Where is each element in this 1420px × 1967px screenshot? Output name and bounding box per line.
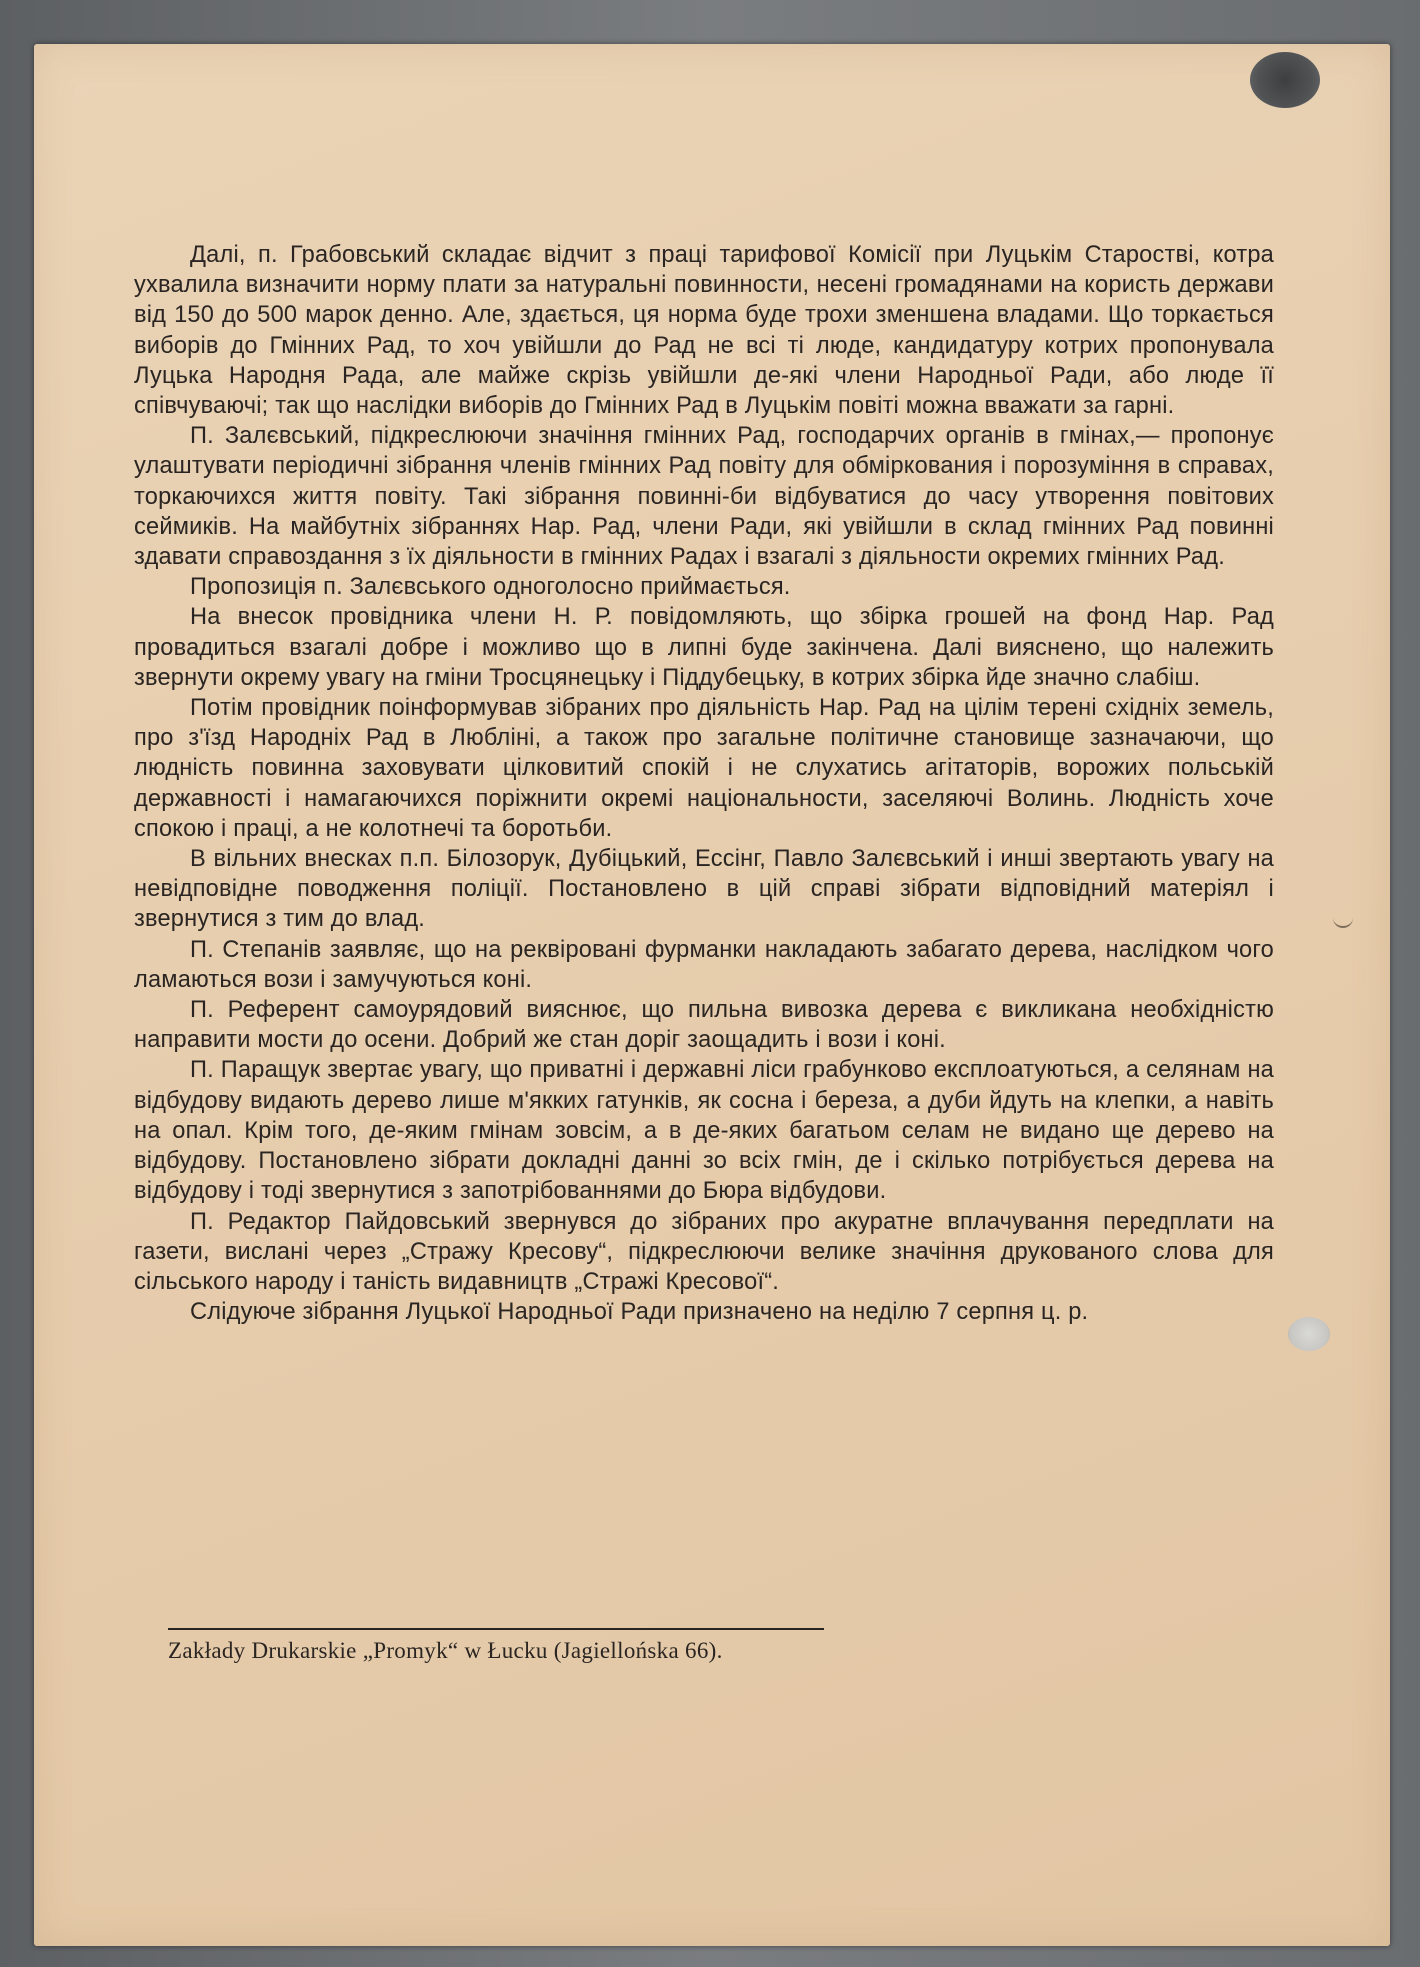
paragraph: Пропозиція п. Залєвського одноголосно приймається. xyxy=(190,574,791,601)
paragraph: В вільних внесках п.п. Білозорук, Дубіцький, Ессінг, Павло Залєвський і инші звертають увагу на невідповідне поводження поліції. Постановлено в цій справі зібрати відповідний матеріял і звернутися з тим до влад. xyxy=(134,846,1274,933)
paragraph: На внесок провідника члени Н. Р. повідомляють, що збірка грошей на фонд Нар. Рад провадиться взагалі добре і можливо що в липні буде закінчена. Далі вияснено, що належить звернути окрему увагу на гміни Тросцянецьку і Піддубецьку, в котрих збірка йде значно слабіш. xyxy=(134,604,1274,691)
punch-hole-top xyxy=(1250,52,1320,108)
paragraph: П. Залєвський, підкреслюючи значіння гмінних Рад, господарчих органів в гмінах,— пропонує улаштувати періодичні зібрання членів гмінних Рад повіту для обміркования і порозуміння в справах, торкаючихся життя повіту. Такі зібрання повинні-би відбуватися до часу утворення повітових сеймиків. На майбутніх зібраннях Нар. Рад, члени Ради, які увійшли в склад гмінних Рад повинні здавати справоздання з їх діяльности в гмінних Радах і взагалі з діяльности окремих гмінних Рад. xyxy=(134,423,1274,571)
paragraph: Далі, п. Грабовський складає відчит з праці тарифової Комісії при Луцькім Старостві, котра ухвалила визначити норму плати за натуральні повинности, несені громадянами на користь держави від 150 до 500 марок денно. Але, здається, ця норма буде трохи зменшена владами. Що торкається виборів до Гмінних Рад, то хоч увійшли до Рад не всі ті люде, кандидатуру котрих пропонувала Луцька Народня Рада, але майже скрізь увійшли де-які члени Народньої Ради, або люде її співчуваючі; так що наслідки виборів до Гмінних Рад в Луцькім повіті можна вважати за гарні. xyxy=(134,242,1274,420)
document-body xyxy=(134,240,1274,1327)
footer-rule xyxy=(168,1628,824,1630)
paragraph: П. Паращук звертає увагу, що приватні і державні ліси грабунково експлоатуються, а селянам на відбудову видають дерево лише м'якких гатунків, як сосна і береза, а дуби йдуть на клепки, а навіть на опал. Крім того, де-яким гмінам зовсім, а в де-яких багатьом селам не видано ще дерево на відбудову. Постановлено зібрати докладні данні зо всіх гмін, де і скілько потрібується дерева на відбудову і тоді звернутися з запотрібованнями до Бюра відбудови. xyxy=(134,1057,1274,1205)
paragraph: Слідуюче зібрання Луцької Народньої Ради призначено на неділю 7 серпня ц. р. xyxy=(190,1299,1089,1326)
printer-imprint: Zakłady Drukarskie „Promyk“ w Łucku (Jagiellońska 66). xyxy=(168,1638,723,1663)
paragraph: П. Редактор Пайдовський звернувся до зібраних про акуратне вплачування передплати на газети, вислані через „Стражу Кресову“, підкреслюючи велике значіння друкованого слова для сільського народу і таність видавництв „Стражі Кресової“. xyxy=(134,1208,1274,1295)
paragraph: Потім провідник поінформував зібраних про діяльність Нар. Рад на цілім терені східніх земель, про з'їзд Народніх Рад в Любліні, а також про загальне політичне становище зазначаючи, що людність повинна заховувати цілковитий спокій і не слухатись агітаторів, ворожих польській державності і намагаючихся поріжнити окремі національности, заселяючі Волинь. Людність хоче спокою і праці, а не колотнечі та боротьби. xyxy=(134,695,1274,842)
punch-hole-mid xyxy=(1288,1317,1330,1351)
pencil-mark xyxy=(1333,916,1353,928)
paragraph: П. Референт самоурядовий вияснює, що пильна вивозка дерева є викликана необхідністю направити мости до осени. Добрий же стан доріг заощадить і вози і коні. xyxy=(134,997,1274,1054)
paragraph: П. Степанів заявляє, що на реквіровані фурманки накладають забагато дерева, наслідком чого ламаються вози і замучуються коні. xyxy=(134,936,1274,993)
